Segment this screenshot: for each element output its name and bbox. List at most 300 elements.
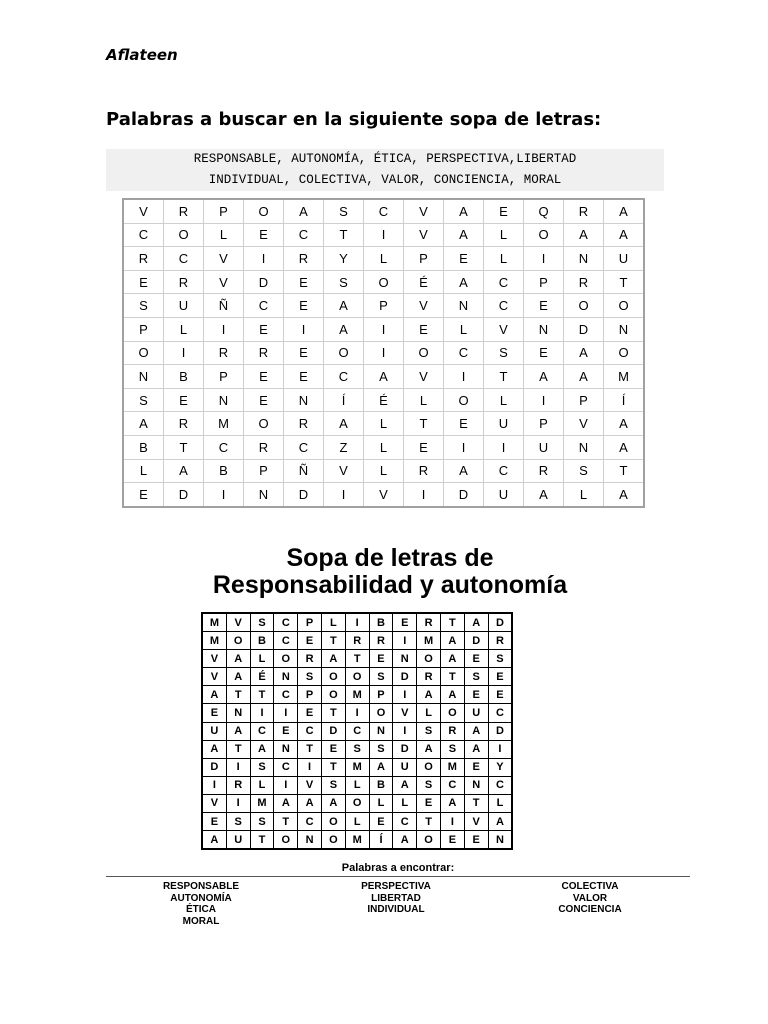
grid-1-cell: C <box>444 341 484 365</box>
grid-1-cell: V <box>404 199 444 223</box>
grid-1-cell: I <box>204 317 244 341</box>
grid-2-cell: V <box>298 776 322 794</box>
grid-2-cell: I <box>298 758 322 776</box>
grid-1-cell: A <box>564 365 604 389</box>
grid-2-cell: I <box>226 758 250 776</box>
grid-1-cell: C <box>284 223 324 247</box>
grid-1-cell: T <box>604 270 645 294</box>
grid-2-cell: E <box>298 704 322 722</box>
grid-2-cell: A <box>464 722 488 740</box>
grid-1-cell: L <box>164 317 204 341</box>
grid-2-cell: I <box>202 776 226 794</box>
grid-2-cell: N <box>488 831 512 850</box>
grid-1-row <box>123 483 644 507</box>
grid-2-cell: N <box>274 740 298 758</box>
grid-1-cell: T <box>324 223 364 247</box>
grid-1-cell: O <box>244 199 284 223</box>
grid-1-cell: I <box>364 223 404 247</box>
grid-2-cell: U <box>202 722 226 740</box>
grid-2-cell: E <box>417 794 441 812</box>
grid-1-cell: M <box>204 412 244 436</box>
grid-2-cell: E <box>464 650 488 668</box>
grid-2-cell: E <box>464 758 488 776</box>
grid-2-cell: A <box>440 632 464 650</box>
grid-1-cell: Z <box>324 435 364 459</box>
grid-1-cell: E <box>284 294 324 318</box>
grid-2-cell: A <box>202 686 226 704</box>
grid-2-row <box>202 831 512 850</box>
grid-2-cell: M <box>345 686 369 704</box>
grid-1-cell: Ñ <box>284 459 324 483</box>
grid-1-cell: C <box>123 223 164 247</box>
grid-2-cell: O <box>345 794 369 812</box>
words-column-1 <box>126 881 276 927</box>
grid-2-cell: V <box>202 668 226 686</box>
grid-1-cell: C <box>164 247 204 271</box>
grid-1-cell: V <box>484 317 524 341</box>
grid-1-cell: L <box>364 459 404 483</box>
grid-2-cell: I <box>393 686 417 704</box>
grid-1-row <box>123 459 644 483</box>
puzzle-2-title <box>110 545 670 599</box>
grid-2-cell: E <box>321 740 345 758</box>
grid-1-cell: C <box>284 435 324 459</box>
grid-2-cell: R <box>345 632 369 650</box>
grid-2-cell: T <box>417 813 441 831</box>
grid-1-cell: C <box>204 435 244 459</box>
grid-1-cell: I <box>364 317 404 341</box>
grid-2-cell: D <box>464 632 488 650</box>
grid-2-cell: R <box>417 668 441 686</box>
grid-2-cell: S <box>298 668 322 686</box>
grid-1-cell: L <box>444 317 484 341</box>
word-to-find: VALOR <box>572 892 608 904</box>
grid-2-cell: B <box>369 613 393 632</box>
grid-1-cell: É <box>404 270 444 294</box>
grid-2-cell: D <box>202 758 226 776</box>
grid-2-cell: L <box>393 794 417 812</box>
grid-2-cell: A <box>226 722 250 740</box>
grid-1-cell: E <box>404 435 444 459</box>
grid-2-cell: N <box>369 722 393 740</box>
grid-1-cell: A <box>324 412 364 436</box>
grid-1-cell: R <box>164 199 204 223</box>
grid-2-cell: M <box>345 758 369 776</box>
grid-2-cell: N <box>464 776 488 794</box>
grid-1-cell: P <box>564 388 604 412</box>
grid-1-cell: O <box>324 341 364 365</box>
grid-1-row <box>123 365 644 389</box>
grid-1-cell: R <box>524 459 564 483</box>
grid-2-cell: C <box>393 813 417 831</box>
grid-1-cell: C <box>484 459 524 483</box>
grid-2-cell: T <box>250 831 274 850</box>
grid-2-cell: I <box>274 704 298 722</box>
grid-1-cell: T <box>164 435 204 459</box>
grid-2-cell: S <box>250 758 274 776</box>
grid-1-cell: A <box>324 294 364 318</box>
grid-1-cell: P <box>123 317 164 341</box>
grid-2-cell: T <box>250 686 274 704</box>
grid-2-cell: A <box>226 668 250 686</box>
grid-2-cell: S <box>488 650 512 668</box>
grid-2-cell: A <box>393 776 417 794</box>
grid-1-cell: M <box>604 365 645 389</box>
grid-1-cell: O <box>524 223 564 247</box>
grid-1-cell: I <box>404 483 444 507</box>
grid-2-cell: A <box>440 686 464 704</box>
grid-2-cell: V <box>202 794 226 812</box>
grid-2-cell: P <box>298 613 322 632</box>
grid-2-cell: A <box>440 650 464 668</box>
grid-2-cell: O <box>226 632 250 650</box>
words-to-find-label: Palabras a encontrar: <box>341 862 455 874</box>
grid-2-cell: L <box>417 704 441 722</box>
grid-1-cell: L <box>484 247 524 271</box>
grid-1-cell: C <box>324 365 364 389</box>
grid-2-cell: S <box>321 776 345 794</box>
grid-1-cell: A <box>123 412 164 436</box>
word-to-find: PERSPECTIVA <box>361 881 431 892</box>
grid-1-cell: I <box>284 317 324 341</box>
grid-2-cell: A <box>274 794 298 812</box>
grid-1-cell: N <box>564 435 604 459</box>
word-search-grid-2 <box>201 612 513 850</box>
grid-2-cell: C <box>274 632 298 650</box>
grid-2-cell: E <box>274 722 298 740</box>
grid-2-cell: C <box>488 776 512 794</box>
grid-1-cell: E <box>244 317 284 341</box>
grid-1-cell: V <box>404 294 444 318</box>
puzzle-2-title-line-1: Sopa de letras de <box>286 544 494 572</box>
grid-2-cell: M <box>202 613 226 632</box>
grid-1-cell: Y <box>324 247 364 271</box>
grid-1-cell: N <box>284 388 324 412</box>
grid-1-row <box>123 270 644 294</box>
grid-1-cell: O <box>564 294 604 318</box>
grid-2-cell: S <box>464 668 488 686</box>
grid-2-cell: C <box>274 758 298 776</box>
word-to-find: INDIVIDUAL <box>367 904 425 915</box>
grid-2-cell: N <box>393 650 417 668</box>
grid-1-cell: I <box>204 483 244 507</box>
grid-1-cell: L <box>484 223 524 247</box>
grid-1-row <box>123 247 644 271</box>
puzzle-2-title-line-2: Responsabilidad y autonomía <box>212 571 568 599</box>
grid-1-cell: A <box>604 483 645 507</box>
grid-1-cell: N <box>604 317 645 341</box>
grid-2-cell: A <box>464 740 488 758</box>
grid-1-cell: R <box>244 341 284 365</box>
grid-2-cell: O <box>321 668 345 686</box>
grid-2-cell: A <box>298 794 322 812</box>
grid-1-cell: A <box>604 435 645 459</box>
grid-2-cell: C <box>274 686 298 704</box>
grid-1-row <box>123 294 644 318</box>
grid-2-cell: C <box>345 722 369 740</box>
grid-1-cell: R <box>564 199 604 223</box>
grid-1-cell: T <box>484 365 524 389</box>
grid-1-cell: P <box>364 294 404 318</box>
grid-1-cell: C <box>484 270 524 294</box>
grid-2-cell: M <box>250 794 274 812</box>
grid-1-cell: O <box>444 388 484 412</box>
grid-2-cell: B <box>369 776 393 794</box>
grid-2-cell: A <box>488 813 512 831</box>
grid-1-cell: E <box>444 412 484 436</box>
grid-1-cell: A <box>564 223 604 247</box>
grid-1-cell: D <box>244 270 284 294</box>
grid-1-cell: A <box>444 270 484 294</box>
grid-2-cell: O <box>417 758 441 776</box>
grid-2-cell: V <box>202 650 226 668</box>
grid-1-cell: R <box>284 247 324 271</box>
grid-2-row <box>202 740 512 758</box>
grid-2-cell: A <box>202 831 226 850</box>
grid-2-cell: C <box>488 704 512 722</box>
grid-1-cell: A <box>524 483 564 507</box>
words-column-2 <box>321 881 471 916</box>
grid-1-cell: N <box>204 388 244 412</box>
grid-2-cell: S <box>250 813 274 831</box>
word-list-box <box>106 149 664 191</box>
word-list-line-2: INDIVIDUAL, COLECTIVA, VALOR, CONCIENCIA, MORAL <box>208 173 562 187</box>
grid-2-cell: U <box>464 704 488 722</box>
grid-2-cell: D <box>393 740 417 758</box>
grid-2-cell: A <box>417 740 441 758</box>
grid-2-cell: A <box>369 758 393 776</box>
grid-1-cell: N <box>564 247 604 271</box>
grid-2-cell: M <box>345 831 369 850</box>
author-name: Aflateen <box>106 46 178 64</box>
grid-1-cell: R <box>164 412 204 436</box>
grid-1-cell: N <box>123 365 164 389</box>
divider-line <box>106 876 690 877</box>
grid-2-cell: P <box>298 686 322 704</box>
grid-2-cell: T <box>226 686 250 704</box>
grid-1-cell: O <box>604 341 645 365</box>
grid-2-cell: R <box>298 650 322 668</box>
grid-2-cell: R <box>226 776 250 794</box>
grid-2-cell: T <box>321 632 345 650</box>
grid-2-cell: L <box>345 813 369 831</box>
grid-2-cell: I <box>250 704 274 722</box>
grid-2-row <box>202 668 512 686</box>
grid-1-cell: I <box>524 388 564 412</box>
grid-2-cell: O <box>369 704 393 722</box>
grid-1-cell: I <box>444 435 484 459</box>
grid-2-cell: R <box>488 632 512 650</box>
grid-2-cell: B <box>250 632 274 650</box>
grid-2-cell: A <box>202 740 226 758</box>
grid-1-cell: A <box>444 199 484 223</box>
grid-1-cell: E <box>123 270 164 294</box>
grid-2-cell: C <box>250 722 274 740</box>
word-to-find: RESPONSABLE <box>162 881 240 892</box>
grid-2-cell: E <box>369 813 393 831</box>
grid-2-cell: E <box>464 831 488 850</box>
grid-1-cell: A <box>564 341 604 365</box>
grid-1-row <box>123 435 644 459</box>
grid-2-row <box>202 794 512 812</box>
grid-2-cell: R <box>417 613 441 632</box>
grid-2-cell: O <box>417 831 441 850</box>
grid-1-cell: N <box>524 317 564 341</box>
word-list-line-1: RESPONSABLE, AUTONOMÍA, ÉTICA, PERSPECTIVA,LIBERTAD <box>193 152 577 166</box>
grid-1-cell: O <box>404 341 444 365</box>
grid-2-cell: Y <box>488 758 512 776</box>
grid-2-cell: L <box>488 794 512 812</box>
grid-1-cell: R <box>204 341 244 365</box>
grid-1-cell: E <box>244 365 284 389</box>
grid-2-cell: A <box>464 613 488 632</box>
grid-1-cell: E <box>123 483 164 507</box>
grid-2-row <box>202 704 512 722</box>
grid-1-cell: Ñ <box>204 294 244 318</box>
grid-2-cell: N <box>298 831 322 850</box>
grid-2-cell: O <box>417 650 441 668</box>
grid-1-cell: V <box>123 199 164 223</box>
grid-2-cell: V <box>226 613 250 632</box>
word-to-find: COLECTIVA <box>561 881 619 892</box>
grid-1-cell: S <box>484 341 524 365</box>
grid-1-cell: O <box>364 270 404 294</box>
grid-1-cell: L <box>404 388 444 412</box>
grid-2-cell: A <box>440 794 464 812</box>
word-to-find: LIBERTAD <box>371 892 421 904</box>
grid-1-cell: A <box>364 365 404 389</box>
grid-1-cell: A <box>444 223 484 247</box>
grid-2-cell: Í <box>369 831 393 850</box>
grid-1-cell: S <box>324 270 364 294</box>
grid-2-cell: T <box>345 650 369 668</box>
grid-2-cell: O <box>345 668 369 686</box>
grid-1-cell: Q <box>524 199 564 223</box>
grid-1-cell: A <box>524 365 564 389</box>
grid-2-cell: S <box>440 740 464 758</box>
grid-1-cell: E <box>244 223 284 247</box>
grid-2-cell: E <box>202 813 226 831</box>
grid-1-cell: S <box>123 294 164 318</box>
grid-1-cell: U <box>484 412 524 436</box>
grid-1-cell: L <box>364 247 404 271</box>
grid-2-row <box>202 632 512 650</box>
grid-2-cell: E <box>464 686 488 704</box>
grid-1-cell: I <box>324 483 364 507</box>
grid-1-cell: V <box>404 365 444 389</box>
grid-2-cell: E <box>393 613 417 632</box>
grid-2-row <box>202 758 512 776</box>
grid-1-cell: D <box>564 317 604 341</box>
grid-1-cell: E <box>484 199 524 223</box>
section-title: Palabras a buscar en la siguiente sopa de letras: <box>106 109 602 130</box>
grid-2-cell: S <box>369 668 393 686</box>
grid-1-cell: O <box>244 412 284 436</box>
grid-2-cell: O <box>321 686 345 704</box>
grid-2-cell: N <box>226 704 250 722</box>
grid-1-cell: L <box>564 483 604 507</box>
grid-2-cell: E <box>488 668 512 686</box>
grid-2-cell: V <box>464 813 488 831</box>
grid-1-cell: S <box>564 459 604 483</box>
grid-1-cell: E <box>284 365 324 389</box>
grid-1-cell: E <box>404 317 444 341</box>
grid-2-cell: L <box>250 776 274 794</box>
grid-2-row <box>202 686 512 704</box>
grid-2-cell: T <box>274 813 298 831</box>
grid-1-cell: I <box>524 247 564 271</box>
grid-1-cell: O <box>123 341 164 365</box>
grid-2-cell: I <box>226 794 250 812</box>
words-column-3 <box>515 881 665 916</box>
grid-2-cell: O <box>321 813 345 831</box>
grid-2-cell: I <box>274 776 298 794</box>
grid-1-cell: E <box>284 270 324 294</box>
grid-2-cell: I <box>393 722 417 740</box>
grid-1-row <box>123 223 644 247</box>
grid-2-cell: E <box>369 650 393 668</box>
grid-2-cell: O <box>440 704 464 722</box>
grid-2-row <box>202 650 512 668</box>
grid-1-cell: R <box>284 412 324 436</box>
grid-1-cell: Í <box>604 388 645 412</box>
grid-2-cell: O <box>274 650 298 668</box>
grid-2-cell: E <box>202 704 226 722</box>
grid-2-cell: A <box>393 831 417 850</box>
grid-2-cell: C <box>440 776 464 794</box>
grid-2-cell: T <box>321 758 345 776</box>
grid-2-cell: L <box>345 776 369 794</box>
grid-2-row <box>202 813 512 831</box>
grid-2-cell: T <box>298 740 322 758</box>
grid-2-cell: S <box>226 813 250 831</box>
grid-1-row <box>123 199 644 223</box>
grid-1-cell: V <box>404 223 444 247</box>
grid-1-cell: E <box>164 388 204 412</box>
grid-2-cell: A <box>321 650 345 668</box>
grid-1-cell: N <box>444 294 484 318</box>
grid-2-row <box>202 722 512 740</box>
grid-1-cell: E <box>284 341 324 365</box>
grid-1-cell: E <box>444 247 484 271</box>
grid-1-cell: D <box>444 483 484 507</box>
grid-1-cell: A <box>604 199 645 223</box>
grid-2-cell: A <box>250 740 274 758</box>
grid-1-cell: U <box>604 247 645 271</box>
grid-1-cell: V <box>364 483 404 507</box>
grid-2-cell: É <box>250 668 274 686</box>
grid-1-cell: E <box>244 388 284 412</box>
grid-1-cell: C <box>364 199 404 223</box>
grid-2-cell: S <box>250 613 274 632</box>
word-to-find: ÉTICA <box>186 904 216 915</box>
word-to-find: AUTONOMÍA <box>170 892 232 904</box>
grid-1-cell: A <box>444 459 484 483</box>
grid-2-cell: M <box>202 632 226 650</box>
grid-2-cell: T <box>226 740 250 758</box>
grid-1-cell: A <box>284 199 324 223</box>
grid-2-row <box>202 613 512 632</box>
grid-2-cell: L <box>321 613 345 632</box>
grid-1-cell: P <box>204 365 244 389</box>
grid-2-cell: V <box>393 704 417 722</box>
grid-2-cell: U <box>393 758 417 776</box>
grid-1-cell: U <box>524 435 564 459</box>
grid-1-cell: L <box>484 388 524 412</box>
grid-2-cell: O <box>274 831 298 850</box>
grid-1-row <box>123 412 644 436</box>
grid-1-cell: R <box>164 270 204 294</box>
